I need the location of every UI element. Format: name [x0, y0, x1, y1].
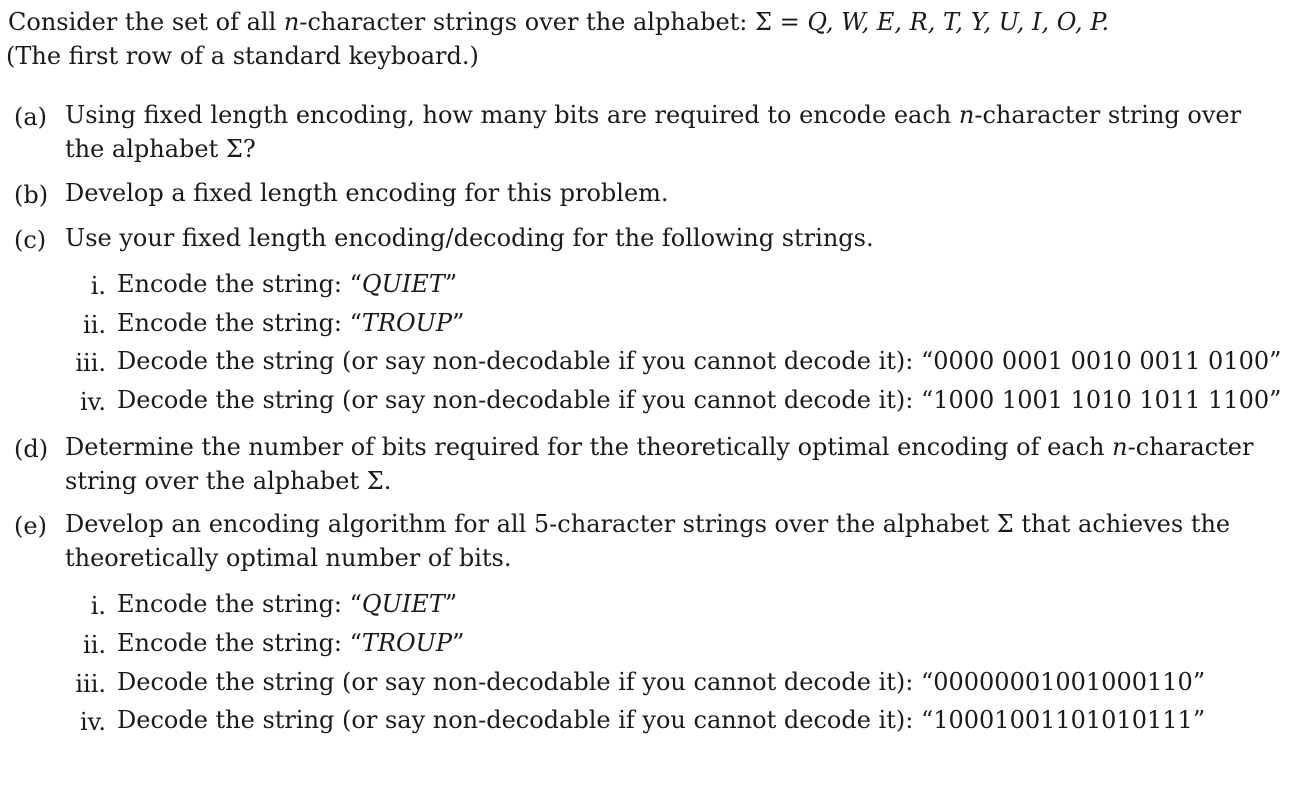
item-pre: Decode the string (or say non-decodable if you cannot decode it): “: [117, 347, 934, 375]
part-e-item: [117, 670, 1205, 694]
item-post: ”: [1192, 668, 1206, 696]
part-a-label: (a): [14, 103, 48, 131]
part-e-item-num: ii.: [83, 631, 106, 659]
item-post: ”: [452, 309, 465, 337]
part-a-line-2: [65, 137, 256, 161]
item-post: ”: [452, 629, 465, 657]
item-pre: Decode the string (or say non-decodable if you cannot decode it): “: [117, 668, 934, 696]
item-value: 1000 1001 1010 1011 1100: [933, 386, 1270, 414]
part-c-label: (c): [14, 226, 47, 254]
intro-line2-text: (The first row of a standard keyboard.): [6, 42, 479, 70]
part-d-line-1: [65, 435, 1253, 459]
part-e-line1-post: that achieves the: [1013, 510, 1231, 538]
part-d-line1-pre: Determine the number of bits required for the theoretically optimal encoding of each: [65, 433, 1113, 461]
part-a-line1-pre: Using fixed length encoding, how many bits are required to encode each: [65, 101, 959, 129]
intro-n: n: [283, 8, 300, 36]
part-d-line-2: [65, 469, 391, 493]
part-e-line-1: [65, 512, 1230, 536]
part-c-item: [117, 388, 1281, 412]
part-d-n: n: [1112, 433, 1128, 461]
part-c-item-num: i.: [90, 272, 106, 300]
part-e-label: (e): [14, 512, 47, 540]
part-e-item: [117, 708, 1205, 732]
part-a-line2-post: ?: [242, 135, 256, 163]
part-e-line1-pre: Develop an encoding algorithm for all 5-character strings over the alphabet: [65, 510, 997, 538]
item-post: ”: [444, 590, 458, 618]
part-c-item: [117, 272, 457, 296]
intro-line-2: [6, 44, 479, 68]
part-e-item-num: i.: [90, 592, 106, 620]
item-pre: Encode the string: “: [117, 309, 362, 337]
intro-equals: =: [772, 8, 808, 36]
item-pre: Decode the string (or say non-decodable if you cannot decode it): “: [117, 706, 934, 734]
item-post: ”: [1269, 347, 1282, 375]
item-post: ”: [1269, 386, 1282, 414]
item-value: 00000001001000110: [933, 668, 1193, 696]
item-value: 10001001101010111: [933, 706, 1193, 734]
intro-line-1: [8, 10, 1109, 34]
part-b-text: Develop a fixed length encoding for this problem.: [65, 179, 669, 207]
intro-sigma: Σ: [755, 8, 772, 36]
part-e-item-num: iii.: [75, 670, 106, 698]
item-value: TROUP: [361, 309, 453, 337]
part-b-label: (b): [14, 181, 49, 209]
item-post: ”: [444, 270, 458, 298]
part-c-item-num: iv.: [79, 388, 106, 416]
intro-prefix: Consider the set of all: [8, 8, 284, 36]
item-value: QUIET: [361, 270, 445, 298]
part-a-line-1: [65, 103, 1241, 127]
part-c-item-num: iii.: [75, 349, 106, 377]
part-a-line2-pre: the alphabet: [65, 135, 226, 163]
part-a-line1-post: -character string over: [974, 101, 1242, 129]
item-pre: Encode the string: “: [117, 270, 362, 298]
item-pre: Encode the string: “: [117, 629, 362, 657]
item-value: QUIET: [361, 590, 445, 618]
part-d-sigma: Σ: [366, 467, 384, 495]
part-c-text: Use your fixed length encoding/decoding for the following strings.: [65, 224, 874, 252]
item-value: TROUP: [361, 629, 453, 657]
part-e-line-2: theoretically optimal number of bits.: [65, 544, 512, 572]
part-e-item: [117, 631, 464, 655]
part-d-line1-post: -character: [1127, 433, 1254, 461]
part-d-label: (d): [14, 435, 49, 463]
part-c-item-num: ii.: [83, 311, 106, 339]
part-e-item: [117, 592, 457, 616]
part-a-sigma: Σ: [225, 135, 243, 163]
part-d-line2-pre: string over the alphabet: [65, 467, 367, 495]
item-pre: Decode the string (or say non-decodable if you cannot decode it): “: [117, 386, 934, 414]
part-d-line2-post: .: [383, 467, 392, 495]
intro-middle: -character strings over the alphabet:: [299, 8, 756, 36]
part-e-item-num: iv.: [79, 708, 106, 736]
item-post: ”: [1192, 706, 1206, 734]
item-pre: Encode the string: “: [117, 590, 362, 618]
part-e-sigma: Σ: [996, 510, 1014, 538]
intro-alphabet: Q, W, E, R, T, Y, U, I, O, P.: [807, 8, 1110, 36]
part-c-item: [117, 349, 1281, 373]
part-a-n: n: [958, 101, 975, 129]
item-value: 0000 0001 0010 0011 0100: [933, 347, 1270, 375]
part-c-item: [117, 311, 464, 335]
